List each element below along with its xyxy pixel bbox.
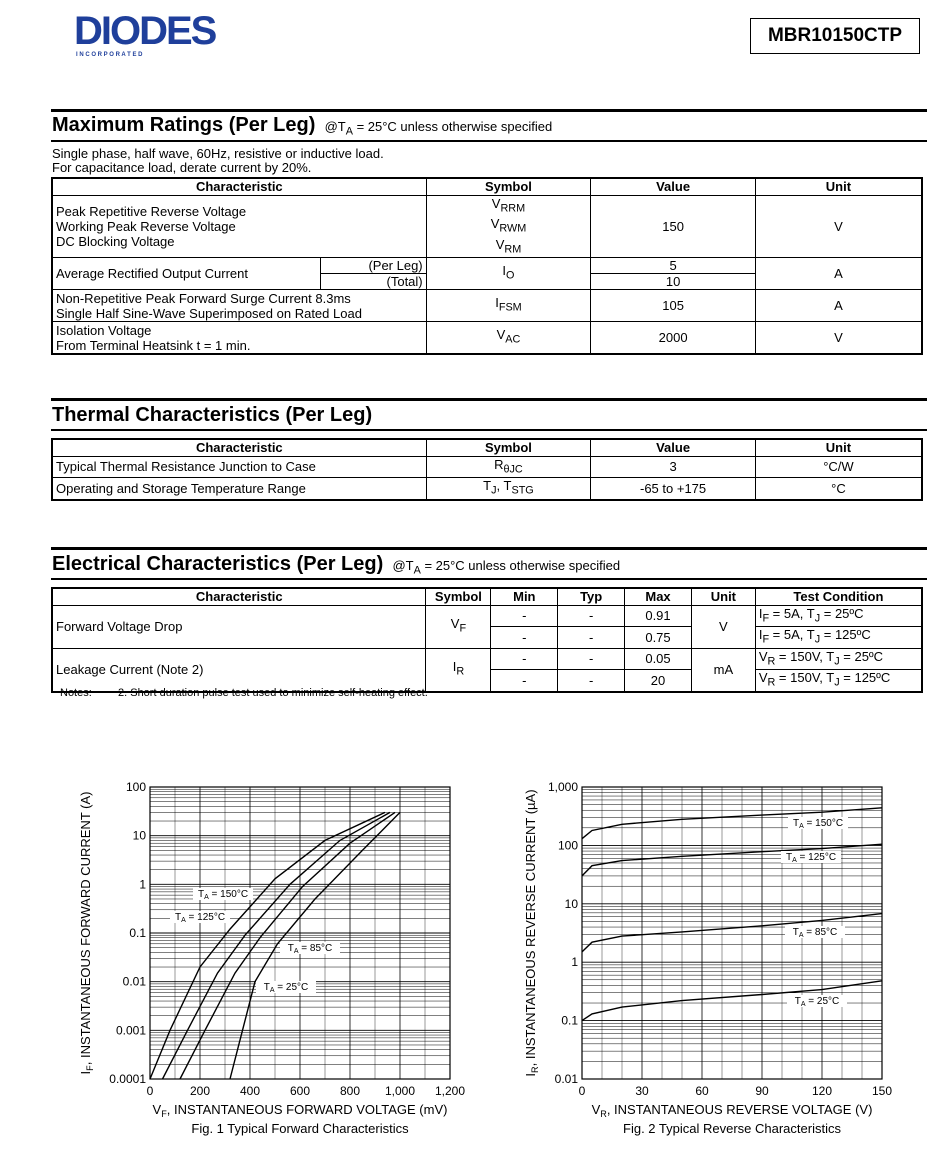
x-axis-label: $V_F$, INSTANTANEOUS FORWARD VOLTAGE (mV): [152, 1102, 448, 1119]
col-header: Unit: [755, 178, 922, 195]
y-tick-label: 0.001: [115, 1023, 146, 1038]
col-header: Value: [591, 178, 756, 195]
y-axis-label: $I_R$, INSTANTANEOUS REVERSE CURRENT (µA): [523, 789, 540, 1077]
col-header: Test Condition: [755, 588, 922, 605]
table-row: Isolation Voltage From Terminal Heatsink t = 1 min. $V_{AC}$ 2000 V: [52, 322, 922, 354]
part-number: MBR10150CTP: [767, 25, 903, 46]
max-ratings-note-2: For capacitance load, derate current by 20%.: [52, 160, 312, 175]
x-tick-label: 800: [339, 1084, 361, 1098]
col-header: Unit: [755, 439, 922, 456]
y-tick-label: 0.01: [122, 974, 146, 989]
max-ratings-title: Maximum Ratings (Per Leg) $@T_A = 25^\circ C$ unless otherwise specified: [52, 114, 553, 138]
figure-caption: Fig. 2 Typical Reverse Characteristics: [623, 1121, 841, 1136]
table-row: Leakage Current (Note 2) $I_R$ - - 0.05 mA $V_R = 150V$, $T_J$ = 25ºC: [52, 648, 922, 670]
series-label: $T_A = 125^\circ C$: [785, 852, 837, 864]
x-tick-label: 0: [146, 1084, 154, 1098]
x-tick-label: 400: [239, 1084, 261, 1098]
x-tick-label: 1,000: [384, 1084, 416, 1098]
table-row: Operating and Storage Temperature Range $T_J$, $T_{STG}$ -65 to +175 °C: [52, 478, 922, 500]
series-label: $T_A = 25^\circ C$: [263, 982, 309, 994]
col-header: Characteristic: [52, 439, 426, 456]
thermal-title: Thermal Characteristics (Per Leg): [52, 404, 373, 426]
col-header: Symbol: [426, 178, 591, 195]
table-row: Typical Thermal Resistance Junction to Case $R_{\theta JC}$ 3 °C/W: [52, 456, 922, 478]
y-tick-label: 0.1: [129, 926, 146, 940]
table-row: Forward Voltage Drop $V_F$ - - 0.91 V $I_F = 5A$, $T_J$ = 25ºC: [52, 605, 922, 627]
notes-label: Notes:: [60, 687, 92, 699]
series-label: $T_A = 150^\circ C$: [197, 889, 249, 901]
section-rule: [51, 398, 927, 401]
x-tick-label: 90: [755, 1084, 769, 1098]
col-header: Characteristic: [52, 588, 426, 605]
x-tick-label: 120: [811, 1084, 833, 1098]
section-rule: [51, 109, 927, 112]
y-tick-label: 1: [139, 877, 146, 892]
col-header: Symbol: [426, 588, 491, 605]
table-row: Peak Repetitive Reverse Voltage Working Peak Reverse Voltage DC Blocking Voltage $V_{RRM}$ $V_{RWM}$ $V_{RM}$ 150 V: [52, 195, 922, 258]
col-header: Typ: [558, 588, 625, 605]
x-tick-label: 1,200: [434, 1084, 466, 1098]
x-tick-label: 200: [189, 1084, 211, 1098]
section-rule: [51, 429, 927, 431]
section-rule: [51, 547, 927, 550]
y-tick-label: 1: [571, 955, 578, 970]
y-tick-label: 100: [125, 780, 146, 794]
figure-caption: Fig. 1 Typical Forward Characteristics: [191, 1121, 409, 1136]
x-axis-label: $V_R$, INSTANTANEOUS REVERSE VOLTAGE (V): [591, 1102, 873, 1119]
x-tick-label: 150: [871, 1084, 893, 1098]
table-row: Non-Repetitive Peak Forward Surge Current 8.3ms Single Half Sine-Wave Superimposed on Rated Load $I_{FSM}$ 105 A: [52, 290, 922, 322]
note-2: 2. Short duration pulse test used to minimize self-heating effect.: [118, 687, 428, 699]
y-tick-label: 0.1: [561, 1013, 578, 1028]
diodes-logo: [74, 8, 254, 58]
section-rule: [51, 578, 927, 580]
y-tick-label: 10: [564, 896, 578, 911]
series-label: $T_A = 25^\circ C$: [794, 996, 840, 1008]
forward-characteristics-chart: [70, 775, 480, 1145]
x-tick-label: 600: [289, 1084, 311, 1098]
y-tick-label: 0.01: [554, 1072, 578, 1086]
max-ratings-table: Characteristic Symbol Value Unit Peak Repetitive Reverse Voltage Working Peak Reverse Voltage DC Blocking Voltage $V_{RRM}$ $V_{RWM}$ $V_{RM}$ 150 V Average Rectified Output Current (Per Leg) $I_O$ 5 A (Total) 10 Non-Repetitive Peak Forward Surge Current 8.3ms Single Half Sine-Wave Superimposed on Rated Load $I_{FSM}$ 105 A Isolation Voltage From Terminal Heatsink t = 1 min. $V_{AC}$ 2000 V: [51, 177, 923, 355]
thermal-table: [51, 438, 923, 501]
svg-text:I N C O R P O R A T: I N C O R P O R A T E D: [76, 52, 143, 58]
col-header: Min: [491, 588, 558, 605]
series-label: $T_A = 125^\circ C$: [174, 912, 226, 924]
electrical-title: Electrical Characteristics (Per Leg) $@T_A = 25^\circ C$ unless otherwise specified: [52, 553, 621, 577]
part-number-box: [750, 18, 920, 54]
col-header: Unit: [691, 588, 755, 605]
x-tick-label: 0: [578, 1084, 586, 1098]
col-header: Value: [591, 439, 756, 456]
col-header: Characteristic: [52, 178, 426, 195]
col-header: Max: [625, 588, 692, 605]
y-tick-label: 0.0001: [109, 1072, 146, 1086]
y-tick-label: 100: [557, 838, 578, 853]
section-rule: [51, 140, 927, 142]
series-label: $T_A = 85^\circ C$: [287, 943, 333, 955]
y-axis-label: $I_F$, INSTANTANEOUS FORWARD CURRENT (A): [78, 791, 95, 1075]
svg-text:DIODES: DIODES: [74, 9, 216, 53]
col-header: Symbol: [426, 439, 591, 456]
x-tick-label: 30: [635, 1084, 649, 1098]
reverse-characteristics-chart: [515, 775, 925, 1145]
series-label: $T_A = 85^\circ C$: [792, 927, 838, 939]
series-label: $T_A = 150^\circ C$: [792, 818, 844, 830]
electrical-table: Characteristic Symbol Min Typ Max Unit Test Condition Forward Voltage Drop $V_F$ - - 0.91 V $I_F = 5A$, $T_J$ = 25ºC - - 0.75 $I_F = 5A$, $T_J$ = 125ºC Leakage Current (Note 2) $I_R$ - - 0.05 mA $V_R = 150V$, $T_J$ = 25ºC - - 20 $V_R = 150V$, $T_J$ = 125ºC: [51, 587, 923, 693]
max-ratings-note-1: Single phase, half wave, 60Hz, resistive or inductive load.: [52, 146, 384, 161]
table-row: Average Rectified Output Current (Per Leg) $I_O$ 5 A: [52, 258, 922, 274]
y-tick-label: 10: [132, 828, 146, 843]
x-tick-label: 60: [695, 1084, 709, 1098]
y-tick-label: 1,000: [547, 780, 578, 794]
